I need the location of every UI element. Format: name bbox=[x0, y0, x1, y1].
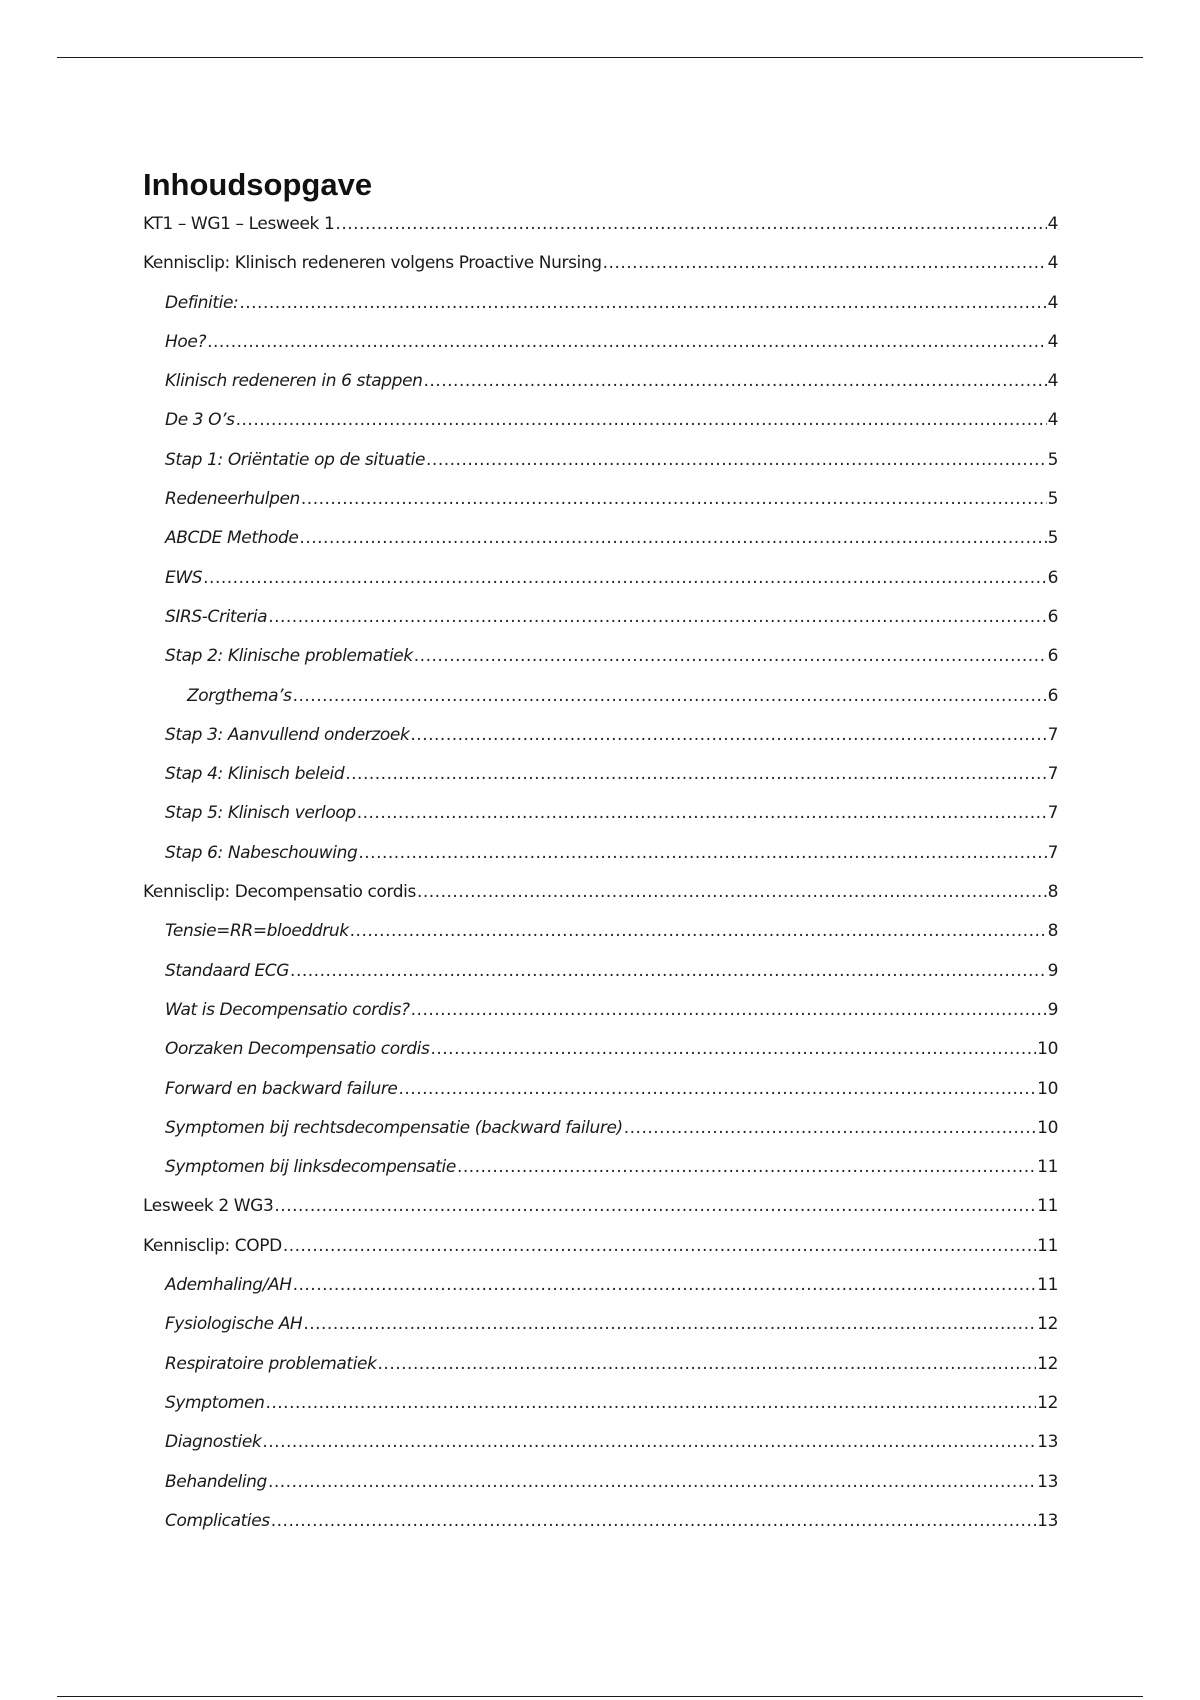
toc-page-number: 11 bbox=[1037, 1275, 1058, 1296]
toc-page-number: 7 bbox=[1047, 764, 1058, 785]
toc-entry-title: Tensie=RR=bloeddruk bbox=[165, 921, 349, 942]
toc-page-number: 4 bbox=[1047, 410, 1058, 431]
toc-page-number: 9 bbox=[1047, 960, 1058, 981]
toc-entry-title: Complicaties bbox=[165, 1510, 270, 1531]
toc-entry-title: Oorzaken Decompensatio cordis bbox=[165, 1039, 430, 1060]
toc-page-number: 4 bbox=[1047, 371, 1058, 392]
toc-entry[interactable] bbox=[143, 1039, 1058, 1078]
toc-dot-leader bbox=[303, 1314, 1036, 1334]
toc-entry-title: Stap 2: Klinische problematiek bbox=[165, 646, 413, 667]
toc-entry[interactable] bbox=[143, 921, 1058, 960]
toc-page-number: 5 bbox=[1047, 489, 1058, 510]
toc-entry-title: SIRS-Criteria bbox=[165, 606, 268, 627]
toc-entry[interactable] bbox=[143, 803, 1058, 842]
toc-entry-title: Klinisch redeneren in 6 stappen bbox=[165, 371, 423, 392]
toc-entry[interactable] bbox=[143, 1000, 1058, 1039]
toc-dot-leader bbox=[410, 725, 1046, 745]
toc-entry-title: Zorgthema’s bbox=[187, 685, 292, 706]
toc-page-number: 6 bbox=[1047, 646, 1058, 667]
toc-entry[interactable] bbox=[143, 1354, 1058, 1393]
toc-dot-leader bbox=[274, 1196, 1036, 1216]
table-of-contents bbox=[143, 164, 1058, 1550]
toc-entry[interactable] bbox=[143, 1196, 1058, 1235]
toc-dot-leader bbox=[603, 253, 1047, 273]
toc-entry-title: Respiratoire problematiek bbox=[165, 1353, 377, 1374]
toc-entry-title: Stap 6: Nabeschouwing bbox=[165, 842, 358, 863]
toc-dot-leader bbox=[345, 764, 1046, 784]
toc-page-number: 6 bbox=[1047, 685, 1058, 706]
toc-entry-title: Redeneerhulpen bbox=[165, 489, 300, 510]
toc-page-number: 6 bbox=[1047, 567, 1058, 588]
toc-page-number: 4 bbox=[1047, 253, 1058, 274]
toc-entry-title: Diagnostiek bbox=[165, 1432, 262, 1453]
header-rule bbox=[57, 57, 1143, 58]
toc-entry[interactable] bbox=[143, 1079, 1058, 1118]
toc-dot-leader bbox=[293, 1275, 1037, 1295]
toc-entry-title: Lesweek 2 WG3 bbox=[143, 1196, 274, 1217]
toc-page-number: 4 bbox=[1047, 214, 1058, 234]
toc-entry[interactable] bbox=[143, 214, 1058, 253]
toc-page-number: 6 bbox=[1047, 606, 1058, 627]
toc-entry[interactable] bbox=[143, 725, 1058, 764]
footer-rule bbox=[57, 1696, 1143, 1697]
toc-dot-leader bbox=[283, 1236, 1036, 1256]
toc-page-number: 5 bbox=[1047, 528, 1058, 549]
toc-dot-leader bbox=[335, 214, 1046, 234]
toc-entry-title: Forward en backward failure bbox=[165, 1078, 398, 1099]
toc-dot-leader bbox=[350, 921, 1047, 941]
toc-entry-title: Stap 4: Klinisch beleid bbox=[165, 764, 345, 785]
toc-entry-title: Stap 3: Aanvullend onderzoek bbox=[165, 724, 410, 745]
toc-entry[interactable] bbox=[143, 450, 1058, 489]
toc-dot-leader bbox=[624, 1118, 1036, 1138]
toc-entry[interactable] bbox=[143, 1236, 1058, 1275]
toc-entry[interactable] bbox=[143, 1275, 1058, 1314]
toc-dot-leader bbox=[290, 961, 1047, 981]
toc-page-number: 5 bbox=[1047, 449, 1058, 470]
toc-entry[interactable] bbox=[143, 489, 1058, 528]
toc-entry-title: Standaard ECG bbox=[165, 960, 290, 981]
toc-entry-title: Symptomen bij rechtsdecompensatie (backward failure) bbox=[165, 1117, 623, 1138]
toc-entry-title: Kennisclip: Decompensatio cordis bbox=[143, 882, 416, 903]
toc-entry[interactable] bbox=[143, 253, 1058, 292]
toc-entry-title: Stap 5: Klinisch verloop bbox=[165, 803, 356, 824]
toc-entry-title: Stap 1: Oriëntatie op de situatie bbox=[165, 449, 426, 470]
toc-entry[interactable] bbox=[143, 1314, 1058, 1353]
toc-dot-leader bbox=[268, 1472, 1036, 1492]
toc-page-number: 13 bbox=[1037, 1432, 1058, 1453]
toc-entry[interactable] bbox=[143, 1511, 1058, 1550]
toc-dot-leader bbox=[265, 1393, 1036, 1413]
toc-entry[interactable] bbox=[143, 1432, 1058, 1471]
toc-entry[interactable] bbox=[143, 764, 1058, 803]
toc-entry[interactable] bbox=[143, 293, 1058, 332]
toc-entry-title: Symptomen bbox=[165, 1392, 265, 1413]
toc-entry[interactable] bbox=[143, 1472, 1058, 1511]
toc-entry-title: Wat is Decompensatio cordis? bbox=[165, 999, 410, 1020]
toc-entry[interactable] bbox=[143, 528, 1058, 567]
toc-dot-leader bbox=[236, 410, 1047, 430]
toc-dot-leader bbox=[430, 1039, 1036, 1059]
toc-entry[interactable] bbox=[143, 607, 1058, 646]
toc-dot-leader bbox=[411, 1000, 1047, 1020]
toc-page-number: 7 bbox=[1047, 803, 1058, 824]
toc-entry-title: Kennisclip: Klinisch redeneren volgens Proactive Nursing bbox=[143, 253, 602, 274]
toc-page-number: 4 bbox=[1047, 292, 1058, 313]
toc-entry[interactable] bbox=[143, 568, 1058, 607]
toc-entry[interactable] bbox=[143, 1118, 1058, 1157]
toc-page-number: 10 bbox=[1037, 1117, 1058, 1138]
page-title: Inhoudsopgave bbox=[143, 167, 373, 202]
toc-entry[interactable] bbox=[143, 843, 1058, 882]
toc-entry-title: Behandeling bbox=[165, 1471, 267, 1492]
toc-dot-leader bbox=[203, 568, 1046, 588]
toc-dot-leader bbox=[426, 450, 1047, 470]
toc-dot-leader bbox=[457, 1157, 1036, 1177]
toc-page-number: 13 bbox=[1037, 1471, 1058, 1492]
toc-page-number: 9 bbox=[1047, 999, 1058, 1020]
toc-dot-leader bbox=[378, 1354, 1037, 1374]
toc-dot-leader bbox=[271, 1511, 1036, 1531]
toc-entry-title: De 3 O’s bbox=[165, 410, 235, 431]
toc-page-number: 11 bbox=[1037, 1235, 1058, 1256]
toc-entry[interactable] bbox=[143, 646, 1058, 685]
toc-entry-title: KT1 – WG1 – Lesweek 1 bbox=[143, 214, 335, 234]
toc-dot-leader bbox=[299, 528, 1046, 548]
toc-entry[interactable] bbox=[143, 961, 1058, 1000]
toc-entry-title: Ademhaling/AH bbox=[165, 1275, 292, 1296]
toc-page-number: 11 bbox=[1037, 1196, 1058, 1217]
toc-page-number: 12 bbox=[1037, 1392, 1058, 1413]
toc-entry[interactable] bbox=[143, 332, 1058, 371]
toc-page-number: 7 bbox=[1047, 842, 1058, 863]
toc-entry-title: Symptomen bij linksdecompensatie bbox=[165, 1157, 456, 1178]
toc-page-number: 8 bbox=[1047, 882, 1058, 903]
toc-dot-leader bbox=[399, 1079, 1037, 1099]
toc-entry-title: ABCDE Methode bbox=[165, 528, 299, 549]
toc-page-number: 4 bbox=[1047, 331, 1058, 352]
toc-dot-leader bbox=[207, 332, 1047, 352]
toc-entry-title: Hoe? bbox=[165, 331, 207, 352]
toc-entry[interactable] bbox=[143, 882, 1058, 921]
toc-entry[interactable] bbox=[143, 686, 1058, 725]
toc-dot-leader bbox=[262, 1432, 1036, 1452]
toc-entry-title: Definitie: bbox=[165, 292, 239, 313]
toc-dot-leader bbox=[424, 371, 1047, 391]
toc-entry[interactable] bbox=[143, 371, 1058, 410]
toc-page-number: 12 bbox=[1037, 1314, 1058, 1335]
toc-dot-leader bbox=[417, 882, 1047, 902]
toc-dot-leader bbox=[414, 646, 1047, 666]
toc-entry-title: EWS bbox=[165, 567, 203, 588]
toc-page-number: 11 bbox=[1037, 1157, 1058, 1178]
toc-page-number: 13 bbox=[1037, 1510, 1058, 1531]
toc-dot-leader bbox=[293, 686, 1047, 706]
toc-dot-leader bbox=[268, 607, 1046, 627]
toc-page-number: 10 bbox=[1037, 1078, 1058, 1099]
toc-entry[interactable] bbox=[143, 1157, 1058, 1196]
toc-dot-leader bbox=[239, 293, 1046, 313]
toc-dot-leader bbox=[357, 803, 1047, 823]
toc-entry-title: Fysiologische AH bbox=[165, 1314, 303, 1335]
toc-list bbox=[143, 214, 1058, 1550]
toc-page-number: 12 bbox=[1037, 1353, 1058, 1374]
toc-entry[interactable] bbox=[143, 1393, 1058, 1432]
toc-page-number: 8 bbox=[1047, 921, 1058, 942]
toc-dot-leader bbox=[358, 843, 1046, 863]
toc-dot-leader bbox=[301, 489, 1047, 509]
toc-page-number: 10 bbox=[1037, 1039, 1058, 1060]
toc-entry-title: Kennisclip: COPD bbox=[143, 1235, 282, 1256]
toc-entry[interactable] bbox=[143, 410, 1058, 449]
toc-page-number: 7 bbox=[1047, 724, 1058, 745]
